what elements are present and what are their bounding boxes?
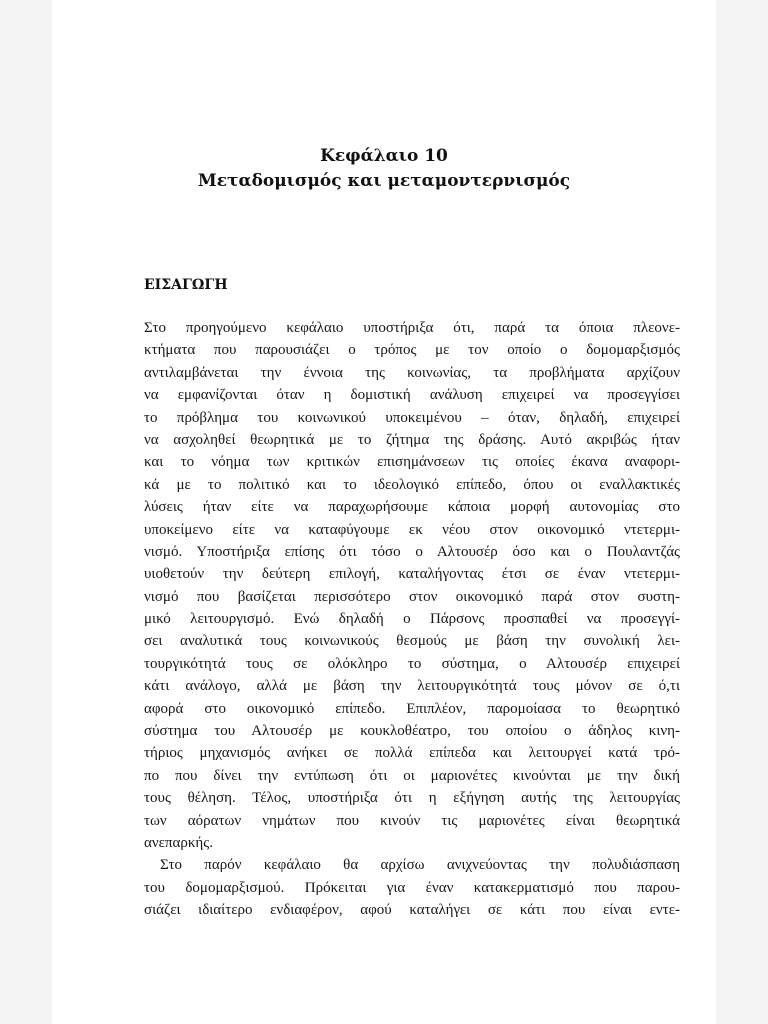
text-line: σει αναλυτικά τους κοινωνικούς θεσμούς με βάση την συνολική λει- (144, 633, 680, 650)
text-line: αντιλαμβάνεται την έννοια της κοινωνίας, τα προβλήματα αρχίζουν (144, 364, 680, 381)
text-line: σύστημα του Αλτουσέρ με κουκλοθέατρο, του οποίου ο άδηλος κινη- (144, 723, 680, 740)
text-line: κάτι ανάλογο, αλλά με βάση την λειτουργικότητά τους μόνον σε ό,τι (144, 678, 680, 695)
text-line: υιοθετούν την δεύτερη επιλογή, καταλήγοντας έτσι σε έναν ντετερμι- (144, 566, 680, 583)
text-line: κτήματα που παρουσιάζει ο τρόπος με τον οποίο ο δομομαρξισμός (144, 342, 680, 359)
text-line: πο που δίνει την εντύπωση ότι οι μαριονέτες κινούνται με την δική (144, 767, 680, 784)
text-line: και το νόημα των κριτικών επισημάνσεων τις οποίες έκανα αναφορι- (144, 454, 680, 471)
text-line: του δομομαρξισμού. Πρόκειται για έναν κατακερματισμό που παρου- (144, 879, 680, 896)
text-line: μικό λειτουργισμό. Ενώ δηλαδή ο Πάρσονς προσπαθεί να προσεγγί- (144, 611, 680, 628)
text-line: τους θέληση. Τέλος, υποστήριξα ότι η εξήγηση αυτής της λειτουργίας (144, 790, 680, 807)
text-line: τουργικότητά τους σε ολόκληρο το σύστημα, ο Αλτουσέρ επιχειρεί (144, 655, 680, 672)
text-line: Στο προηγούμενο κεφάλαιο υποστήριξα ότι, παρά τα όποια πλεονε- (144, 320, 680, 336)
text-line: νισμό που βασίζεται περισσότερο στον οικονομικό παρά στον συστη- (144, 588, 680, 605)
text-line: κά με το πολιτικό και το ιδεολογικό επίπεδο, όπου οι εναλλακτικές (144, 476, 680, 493)
text-line: νισμό. Υποστήριξα επίσης ότι τόσο ο Αλτουσέρ όσο και ο Πουλαντζάς (144, 543, 680, 560)
text-line: το πρόβλημα του κοινωνικού υποκειμένου – όταν, δηλαδή, επιχειρεί (144, 409, 680, 426)
chapter-title: Μεταδομισμός και μεταμοντερνισμός (197, 171, 571, 191)
text-line: των αόρατων νημάτων που κινούν τις μαριονέτες είναι θεωρητικά (144, 812, 680, 829)
text-line: λύσεις ήταν είτε να παραχωρήσουμε κάποια μορφή αυτονομίας στο (144, 499, 680, 516)
text-line: σιάζει ιδιαίτερο ενδιαφέρον, αφού καταλήγει σε κάτι που είναι εντε- (144, 902, 680, 919)
book-page (52, 0, 716, 1024)
text-line: Στο παρόν κεφάλαιο θα αρχίσω ανιχνεύοντας την πολυδιάσπαση (160, 857, 680, 874)
text-line: υποκείμενο είτε να καταφύγουμε εκ νέου στον οικονομικό ντετερμι- (144, 521, 680, 538)
text-line: αφορά στο οικονομικό επίπεδο. Επιπλέον, παρομοίασα το θεωρητικό (144, 700, 680, 717)
text-line: ανεπαρκής. (144, 834, 213, 851)
text-line: να εμφανίζονται όταν η δομιστική ανάλυση επιχειρεί να προσεγγίσει (144, 387, 680, 404)
body-text (144, 317, 680, 922)
chapter-number: Κεφάλαιο 10 (320, 146, 448, 166)
section-heading: ΕΙΣΑΓΩΓΗ (144, 277, 228, 293)
text-line: να ασχοληθεί θεωρητικά με το ζήτημα της δράσης. Αυτό ακριβώς ήταν (144, 431, 680, 448)
text-line: τήριος μηχανισμός ανήκει σε πολλά επίπεδα και λειτουργεί κατά τρό- (144, 745, 680, 762)
